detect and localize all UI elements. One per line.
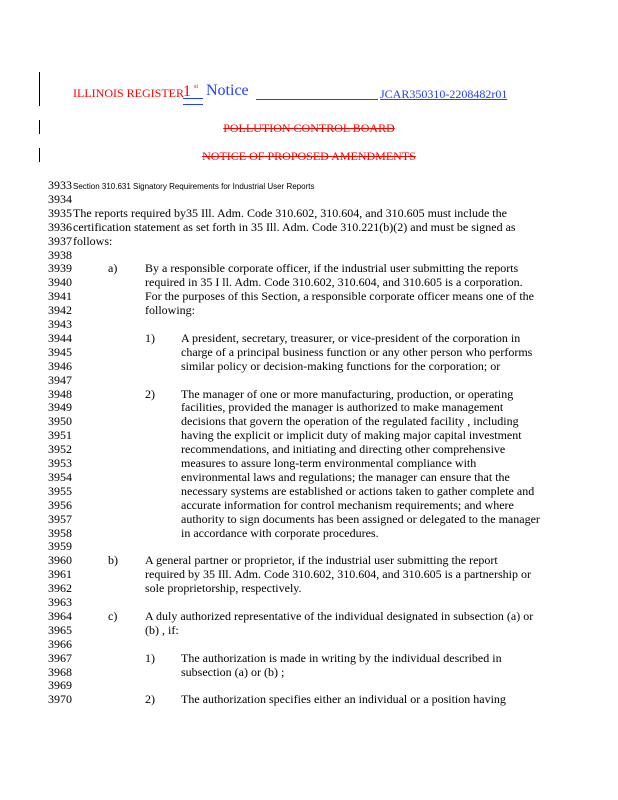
- subsection-label: 2): [145, 386, 155, 401]
- line-number: 3952: [48, 442, 72, 457]
- line-number: 3964: [48, 608, 72, 623]
- line-text: (b) , if:: [145, 622, 179, 637]
- line-number: 3944: [48, 330, 72, 345]
- line-number: 3943: [48, 317, 72, 331]
- subsection-label: b): [108, 553, 118, 568]
- subsection-label: 1): [145, 650, 155, 665]
- line-number: 3965: [48, 622, 72, 637]
- line-number: 3954: [48, 469, 72, 484]
- line-text: necessary systems are established or actions taken to gather complete and: [181, 483, 535, 498]
- line-text: required in 35 I ll. Adm. Code 310.602, 310.604, and 310.605 is a corporation.: [145, 275, 523, 290]
- register-label: ILLINOIS REGISTER: [73, 86, 184, 100]
- line-number: 3949: [48, 400, 72, 415]
- line-number: 3966: [48, 636, 72, 651]
- line-number: 3956: [48, 497, 72, 512]
- line-text: accurate information for control mechanism requirements; and where: [181, 497, 514, 512]
- line-text: in accordance with corporate procedures.: [181, 525, 379, 540]
- line-number: 3934: [48, 191, 72, 206]
- reference-underline: [256, 99, 378, 100]
- line-number: 3961: [48, 567, 72, 582]
- line-text: sole proprietorship, respectively.: [145, 581, 302, 596]
- line-number: 3959: [48, 539, 72, 554]
- number-underline: [183, 98, 203, 105]
- line-number: 3946: [48, 358, 72, 373]
- subsection-label: a): [108, 261, 118, 276]
- line-number: 3940: [48, 275, 72, 290]
- line-number: 3967: [48, 650, 72, 665]
- line-number: 3938: [48, 247, 72, 262]
- line-number: 3957: [48, 511, 72, 526]
- line-text: A general partner or proprietor, if the industrial user submitting the report: [145, 553, 498, 568]
- line-number: 3969: [48, 678, 72, 693]
- line-text: A duly authorized representative of the individual designated in subsection (a) or: [145, 608, 534, 623]
- line-number: 3941: [48, 289, 72, 304]
- line-text: certification statement as set forth in 35 Ill. Adm. Code 310.221(b)(2) and must be signed as: [73, 219, 516, 234]
- line-text: required by 35 Ill. Adm. Code 310.602, 310.604, and 310.605 is a partnership or: [145, 567, 531, 582]
- line-number: 3955: [48, 483, 72, 498]
- line-number: 3962: [48, 581, 72, 596]
- subsection-label: 1): [145, 330, 155, 345]
- line-text: A president, secretary, treasurer, or vice-president of the corporation in: [181, 330, 521, 345]
- line-text: The authorization specifies either an individual or a position having: [181, 692, 506, 707]
- line-number: 3945: [48, 344, 72, 359]
- line-text: For the purposes of this Section, a responsible corporate officer means one of the: [145, 289, 535, 304]
- line-text: measures to assure long-term environmental compliance with: [181, 456, 477, 470]
- notice-heading: Notice: [206, 82, 249, 99]
- line-number: 3947: [48, 372, 72, 387]
- section-heading: Section 310.631 Signatory Requirements for Industrial User Reports: [73, 182, 315, 191]
- line-number: 3937: [48, 233, 72, 248]
- line-number: 3970: [48, 692, 72, 707]
- line-text: The manager of one or more manufacturing, production, or operating: [181, 386, 514, 401]
- line-text: recommendations, and initiating and directing other comprehensive: [181, 442, 506, 457]
- line-number: 3939: [48, 261, 72, 276]
- line-text: The authorization is made in writing by the individual described in: [181, 650, 502, 665]
- line-number: 3968: [48, 664, 72, 679]
- line-number: 3963: [48, 595, 72, 609]
- line-text: follows:: [73, 233, 113, 248]
- line-text: having the explicit or implicit duty of making major capital investment: [181, 428, 522, 443]
- line-number: 3933: [48, 178, 72, 192]
- line-number: 3953: [48, 456, 72, 470]
- jcar-reference: JCAR350310-2208482r01: [380, 87, 508, 101]
- agency-name: POLLUTION CONTROL BOARD: [223, 121, 395, 135]
- line-number: 3950: [48, 414, 72, 429]
- line-text: similar policy or decision-making functions for the corporation; or: [181, 358, 501, 373]
- subsection-label: 2): [145, 692, 155, 707]
- line-number: 3958: [48, 525, 72, 540]
- subsection-label: c): [108, 608, 118, 623]
- notice-title: NOTICE OF PROPOSED AMENDMENTS: [202, 149, 416, 163]
- line-text: environmental laws and regulations; the manager can ensure that the: [181, 469, 510, 484]
- register-number-suffix: st: [194, 84, 199, 90]
- line-number: 3951: [48, 428, 72, 443]
- line-text: The reports required by35 Ill. Adm. Code 310.602, 310.604, and 310.605 must include the: [73, 205, 507, 220]
- line-number: 3960: [48, 553, 72, 568]
- register-number: 1: [183, 83, 191, 100]
- line-text: charge of a principal business function or any other person who performs: [181, 344, 533, 359]
- line-number: 3942: [48, 303, 72, 318]
- change-bar: [39, 72, 40, 106]
- line-number: 3935: [48, 205, 72, 220]
- line-number: 3948: [48, 386, 72, 401]
- line-number: 3936: [48, 219, 72, 234]
- line-text: authority to sign documents has been assigned or delegated to the manager: [181, 511, 540, 526]
- line-text: decisions that govern the operation of the regulated facility , including: [181, 414, 519, 429]
- line-text: subsection (a) or (b) ;: [181, 664, 285, 679]
- line-text: facilities, provided the manager is authorized to make management: [181, 400, 504, 415]
- line-text: By a responsible corporate officer, if the industrial user submitting the reports: [145, 261, 519, 276]
- line-text: following:: [145, 303, 195, 318]
